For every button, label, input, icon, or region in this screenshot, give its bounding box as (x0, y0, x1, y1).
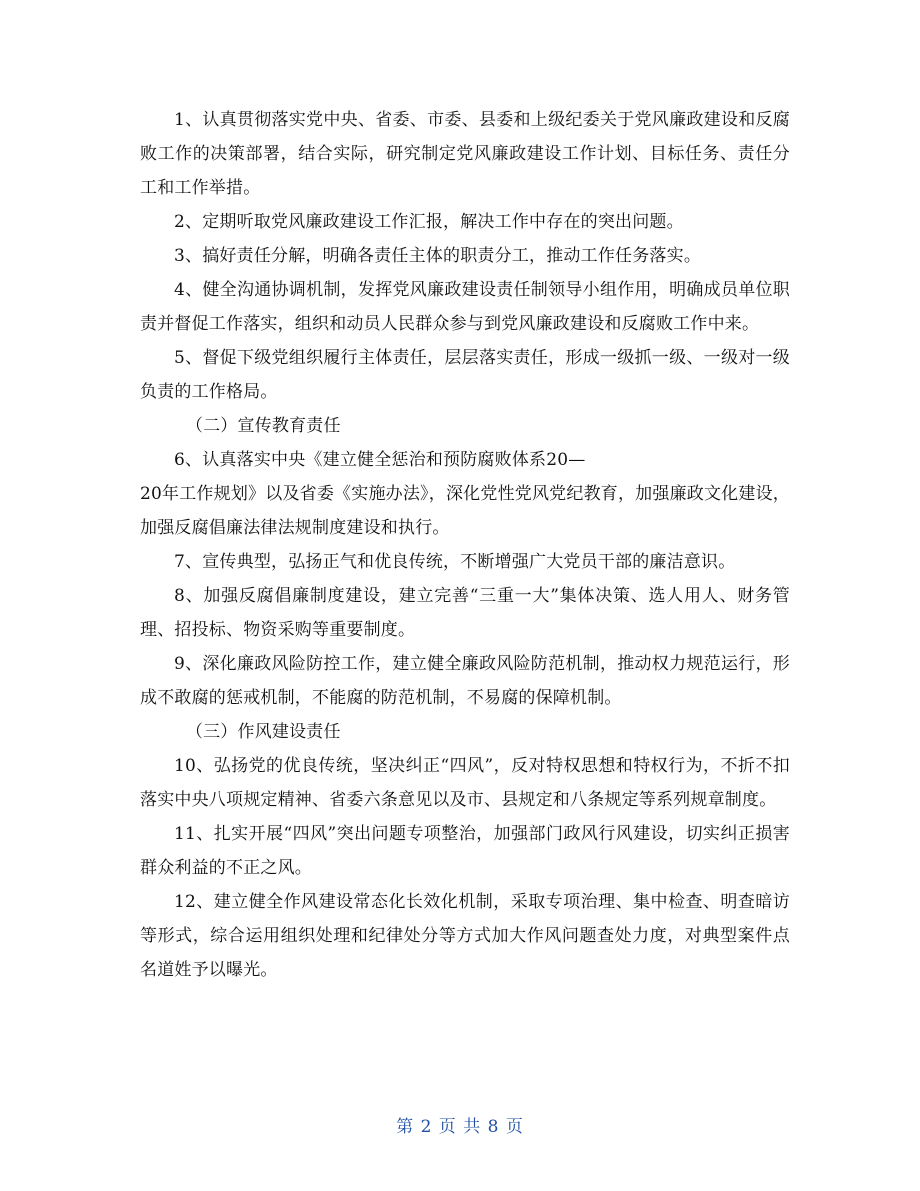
paragraph-item-6-continuation: 20年工作规划》以及省委《实施办法》，深化党性党风党纪教育，加强廉政文化建设，加强反腐倡廉法律法规制度建设和执行。 (140, 484, 790, 538)
page-number-footer: 第 2 页 共 8 页 (396, 1117, 524, 1137)
paragraph-item-10: 10、弘扬党的优良传统，坚决纠正“四风”，反对特权思想和特权行为，不折不扣落实中央八项规定精神、省委六条意见以及市、县规定和八条规定等系列规章制度。 (140, 756, 790, 810)
paragraph-item-6: 6、认真落实中央《建立健全惩治和预防腐败体系20— (174, 450, 586, 470)
paragraph-item-3: 3、搞好责任分解，明确各责任主体的职责分工，推动工作任务落实。 (174, 246, 702, 266)
paragraph-item-5: 5、督促下级党组织履行主体责任，层层落实责任，形成一级抓一级、一级对一级负责的工作格局。 (140, 348, 790, 402)
paragraph-item-11: 11、扎实开展“四风”突出问题专项整治，加强部门政风行风建设，切实纠正损害群众利益的不正之风。 (140, 824, 790, 878)
section-heading-propaganda: （二）宣传教育责任 (185, 416, 341, 436)
paragraph-item-7: 7、宣传典型，弘扬正气和优良传统，不断增强广大党员干部的廉洁意识。 (174, 552, 736, 572)
paragraph-item-4: 4、健全沟通协调机制，发挥党风廉政建设责任制领导小组作用，明确成员单位职责并督促工作落实，组织和动员人民群众参与到党风廉政建设和反腐败工作中来。 (140, 280, 790, 334)
paragraph-item-12: 12、建立健全作风建设常态化长效化机制，采取专项治理、集中检查、明查暗访等形式，综合运用组织处理和纪律处分等方式加大作风问题查处力度，对典型案件点名道姓予以曝光。 (140, 892, 790, 980)
paragraph-item-1: 1、认真贯彻落实党中央、省委、市委、县委和上级纪委关于党风廉政建设和反腐败工作的决策部署，结合实际，研究制定党风廉政建设工作计划、目标任务、责任分工和工作举措。 (140, 110, 790, 198)
section-heading-work-style: （三）作风建设责任 (185, 722, 341, 742)
document-body (140, 103, 790, 987)
paragraph-item-2: 2、定期听取党风廉政建设工作汇报，解决工作中存在的突出问题。 (174, 212, 684, 232)
paragraph-item-8: 8、加强反腐倡廉制度建设，建立完善“三重一大”集体决策、选人用人、财务管理、招投标、物资采购等重要制度。 (140, 586, 790, 640)
paragraph-item-9: 9、深化廉政风险防控工作，建立健全廉政风险防范机制，推动权力规范运行，形成不敢腐的惩戒机制，不能腐的防范机制，不易腐的保障机制。 (140, 654, 790, 708)
